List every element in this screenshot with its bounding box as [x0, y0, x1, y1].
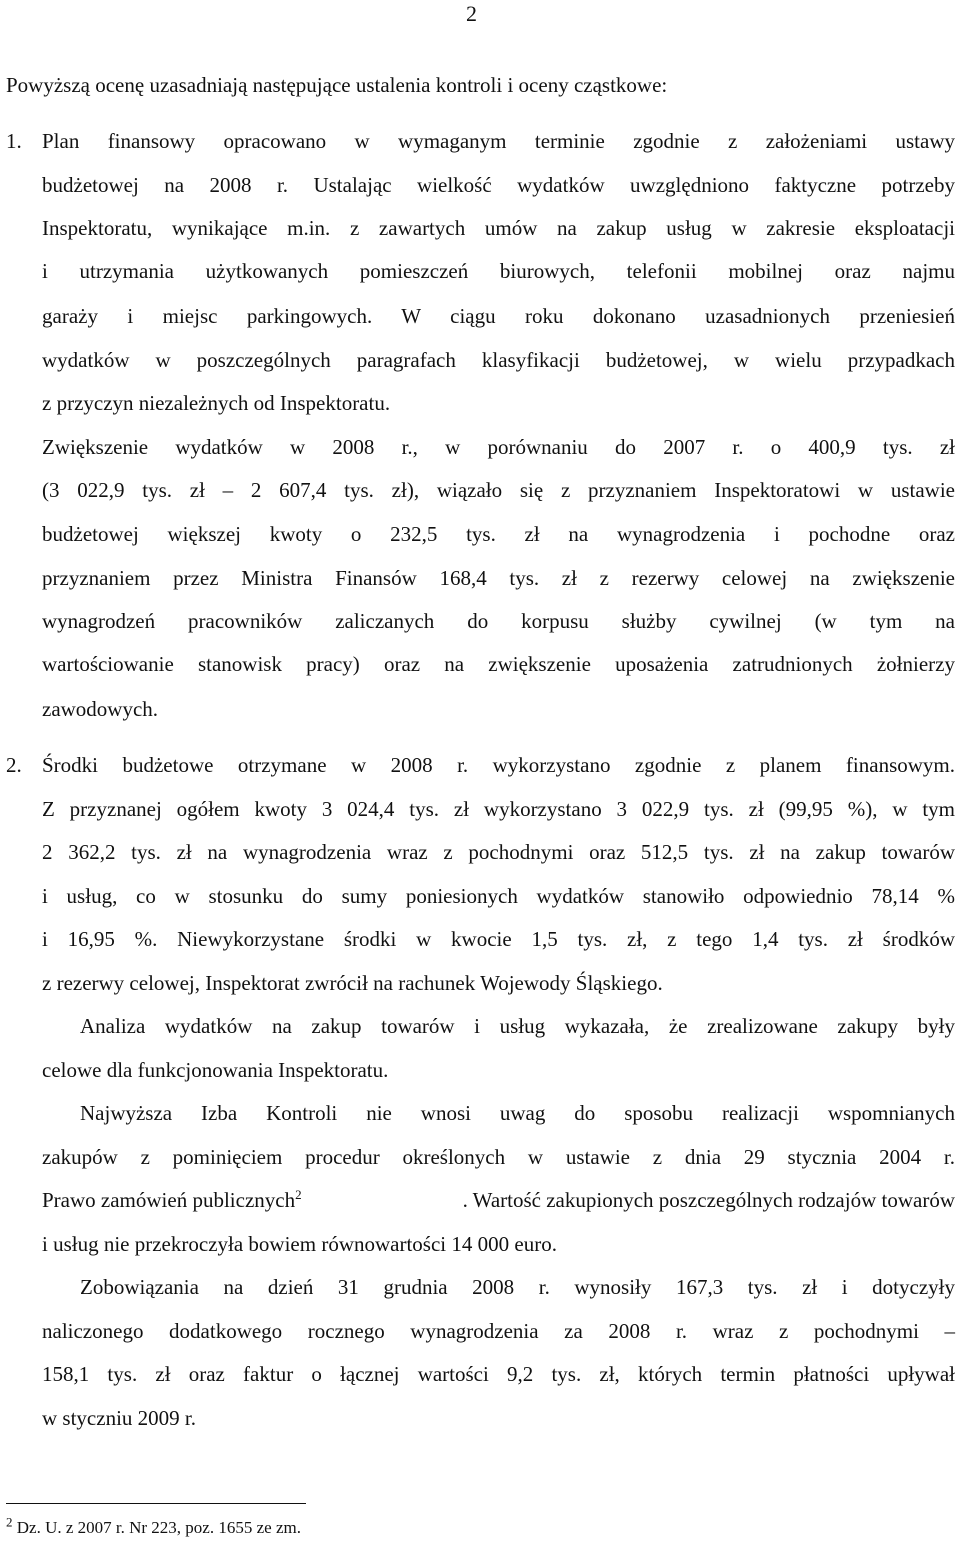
text-line: garaży i miejsc parkingowych. W ciągu roku dokonano uzasadnionych przeniesień	[42, 304, 955, 328]
text-line: Analiza wydatków na zakup towarów i usług wykazała, że zrealizowane zakupy były	[80, 1014, 955, 1038]
text-line: z przyczyn niezależnych od Inspektoratu.	[42, 391, 391, 415]
footnote-text: Dz. U. z 2007 r. Nr 223, poz. 1655 ze zm.	[12, 1518, 301, 1537]
footnote	[6, 1514, 301, 1539]
text-line: w styczniu 2009 r.	[42, 1406, 196, 1430]
text-line: naliczonego dodatkowego rocznego wynagrodzenia za 2008 r. wraz z pochodnymi –	[42, 1319, 955, 1343]
intro-paragraph: Powyższą ocenę uzasadniają następujące ustalenia kontroli i oceny cząstkowe:	[6, 73, 668, 97]
text-line: i usług, co w stosunku do sumy poniesionych wydatków stanowiło odpowiednio 78,14 %	[42, 884, 955, 908]
text-line: Środki budżetowe otrzymane w 2008 r. wykorzystano zgodnie z planem finansowym.	[42, 753, 955, 777]
text-line: Plan finansowy opracowano w wymaganym terminie zgodnie z założeniami ustawy	[42, 129, 955, 153]
text-line: Inspektoratu, wynikające m.in. z zawartych umów na zakup usług w zakresie eksploatacji	[42, 216, 955, 240]
text-line: zakupów z pominięciem procedur określonych w ustawie z dnia 29 stycznia 2004 r.	[42, 1145, 955, 1169]
text-line: celowe dla funkcjonowania Inspektoratu.	[42, 1058, 389, 1082]
text-line: Zobowiązania na dzień 31 grudnia 2008 r. wynosiły 167,3 tys. zł i dotyczyły	[80, 1275, 955, 1299]
text-line: Najwyższa Izba Kontroli nie wnosi uwag do sposobu realizacji wspomnianych	[80, 1101, 955, 1125]
text-line: i usług nie przekroczyła bowiem równowartości 14 000 euro.	[42, 1232, 557, 1256]
text-line: Z przyznanej ogółem kwoty 3 024,4 tys. zł wykorzystano 3 022,9 tys. zł (99,95 %), w tym	[42, 797, 955, 821]
text-fragment: Prawo zamówień publicznych$^2$	[42, 1187, 302, 1212]
text-line: 158,1 tys. zł oraz faktur o łącznej wartości 9,2 tys. zł, których termin płatności upływał	[42, 1362, 955, 1386]
text-line: budżetowej na 2008 r. Ustalając wielkość wydatków uwzględniono faktyczne potrzeby	[42, 173, 955, 197]
text-line: zawodowych.	[42, 697, 159, 721]
page-number: 2	[466, 1, 477, 26]
text-line: Zwiększenie wydatków w 2008 r., w porównaniu do 2007 r. o 400,9 tys. zł	[42, 435, 955, 459]
text-line: (3 022,9 tys. zł – 2 607,4 tys. zł), wiązało się z przyznaniem Inspektoratowi w ustawie	[42, 478, 955, 502]
text-fragment: . Wartość zakupionych poszczególnych rodzajów towarów	[462, 1188, 955, 1212]
text-line: przyznaniem przez Ministra Finansów 168,4 tys. zł z rezerwy celowej na zwiększenie	[42, 566, 955, 590]
footnote-separator	[6, 1503, 306, 1504]
text-line: wartościowanie stanowisk pracy) oraz na zwiększenie uposażenia zatrudnionych żołnierzy	[42, 652, 955, 676]
text-line: i utrzymania użytkowanych pomieszczeń biurowych, telefonii mobilnej oraz najmu	[42, 259, 955, 283]
text-line: wydatków w poszczególnych paragrafach klasyfikacji budżetowej, w wielu przypadkach	[42, 348, 955, 372]
text-line-with-footnote	[42, 1187, 955, 1213]
text-line: i 16,95 %. Niewykorzystane środki w kwocie 1,5 tys. zł, z tego 1,4 tys. zł środków	[42, 927, 955, 951]
footnote-reference[interactable]: 2	[295, 1187, 302, 1202]
text-line: z rezerwy celowej, Inspektorat zwrócił na rachunek Wojewody Śląskiego.	[42, 971, 663, 995]
text-line: budżetowej większej kwoty o 232,5 tys. zł na wynagrodzenia i pochodne oraz	[42, 522, 955, 546]
text-line: wynagrodzeń pracowników zaliczanych do korpusu służby cywilnej (w tym na	[42, 609, 955, 633]
list-number: 2.	[6, 753, 22, 777]
list-number: 1.	[6, 129, 22, 153]
text-line: 2 362,2 tys. zł na wynagrodzenia wraz z pochodnymi oraz 512,5 tys. zł na zakup towarów	[42, 840, 955, 864]
footnote-mark: 2	[6, 1514, 13, 1530]
